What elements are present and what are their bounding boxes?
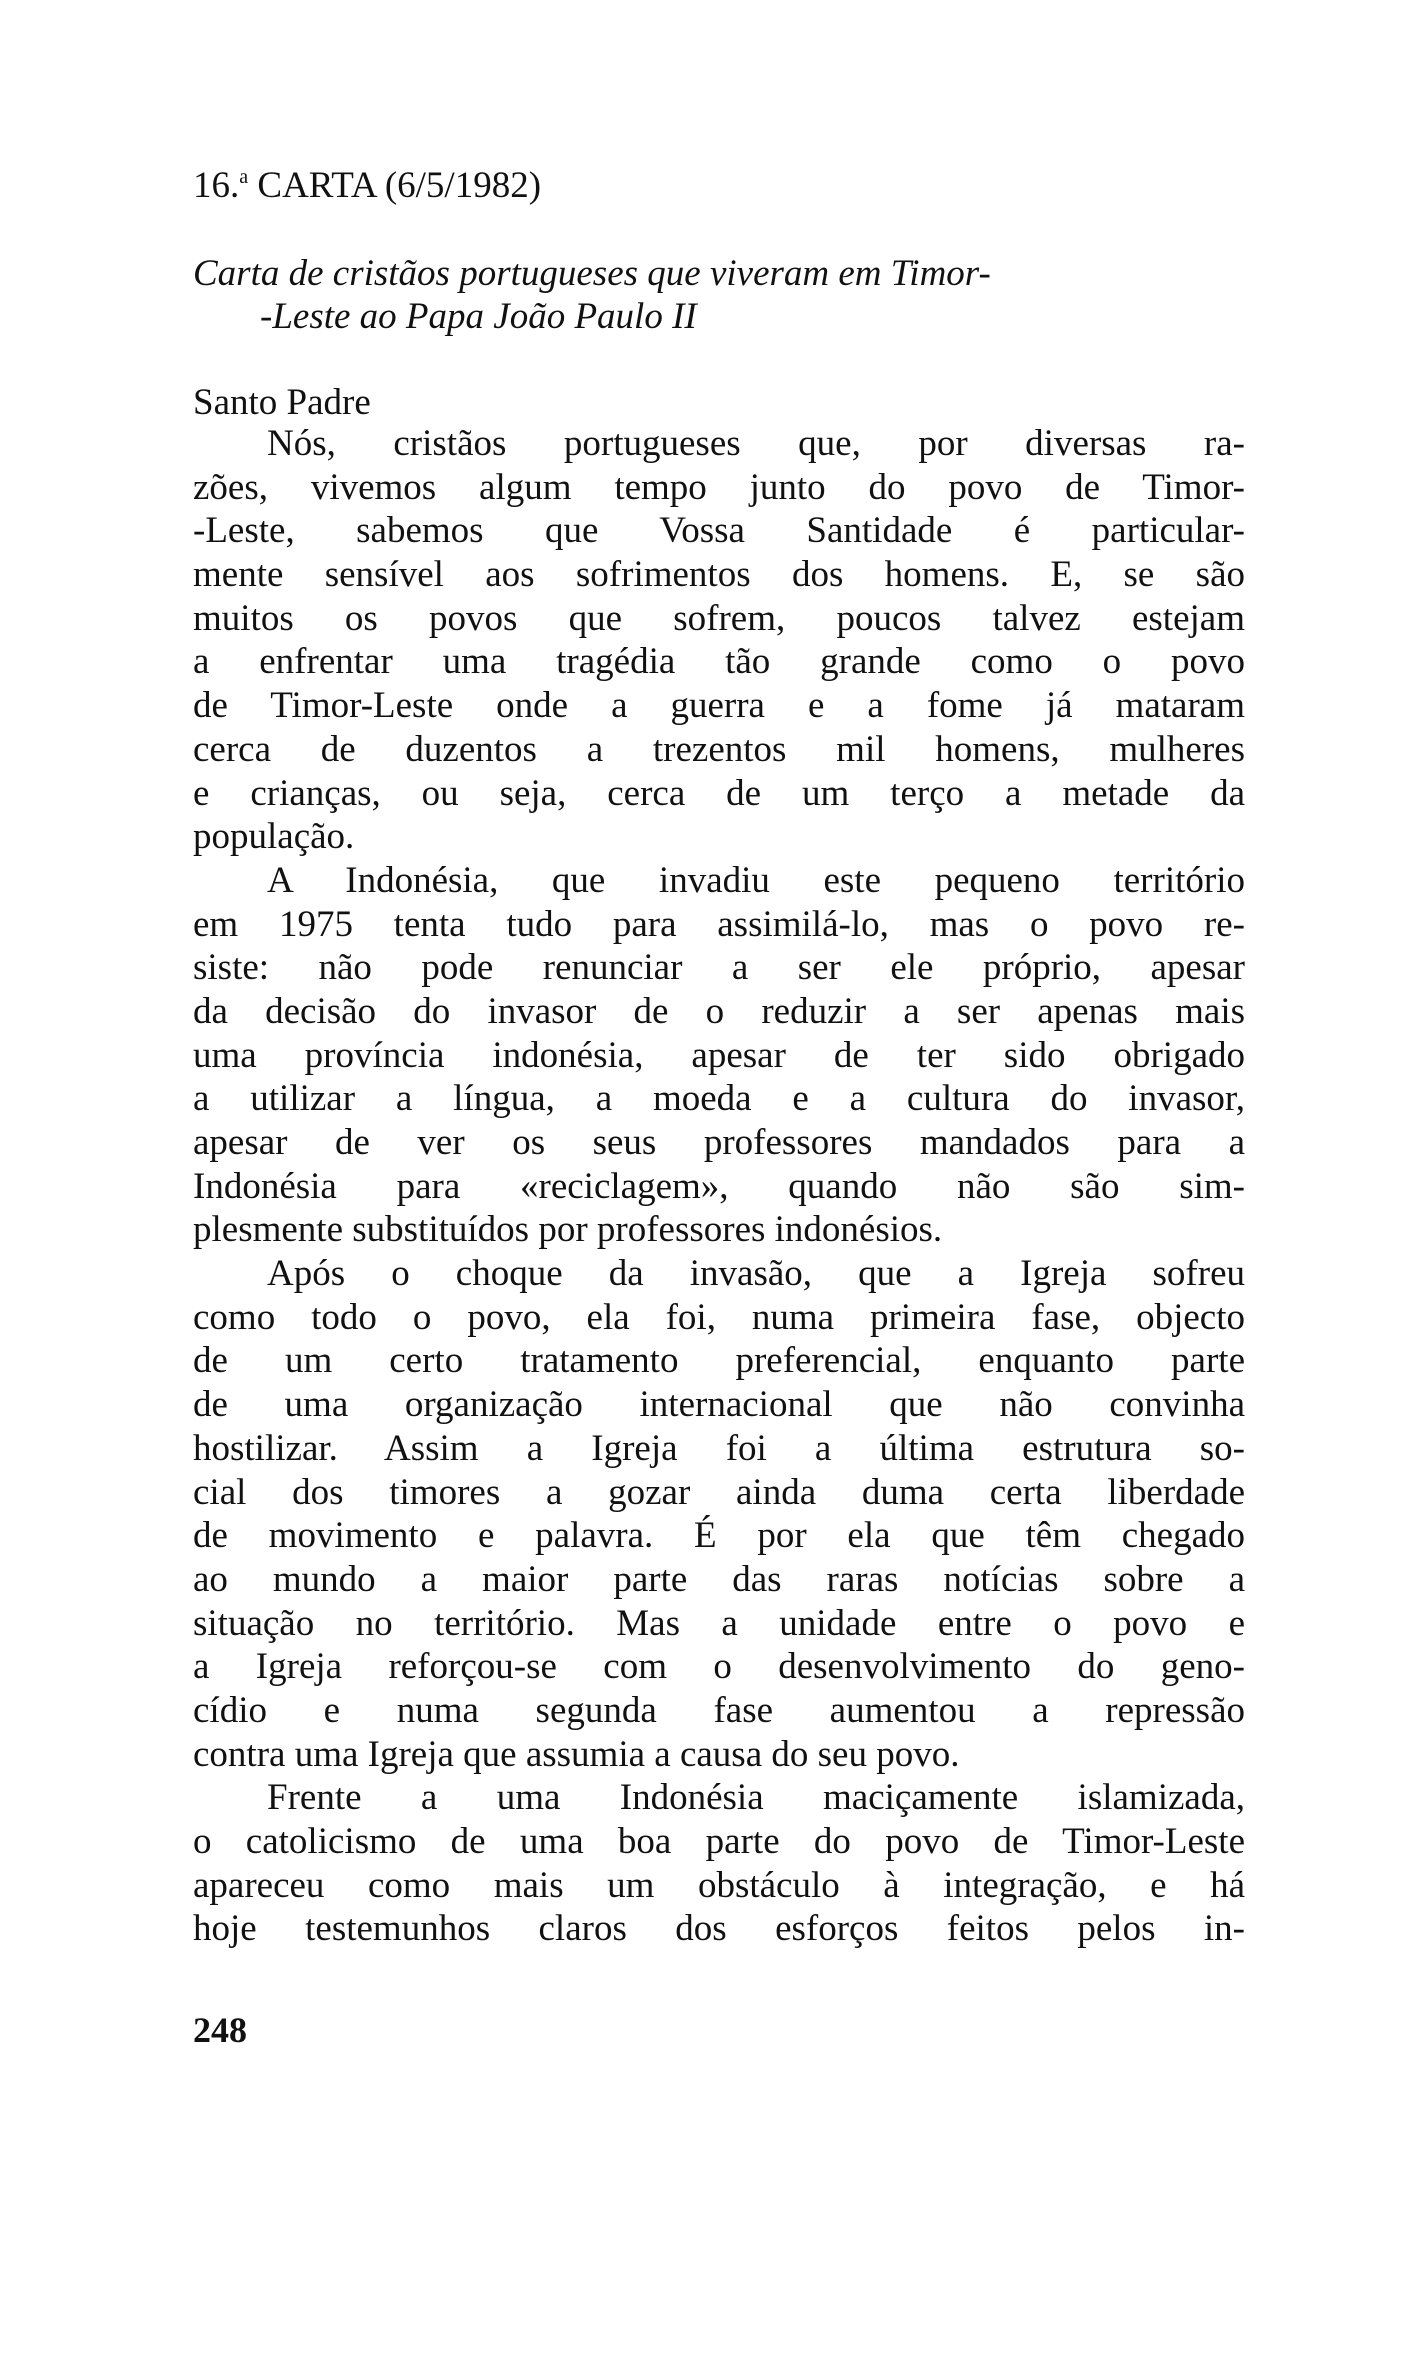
text-line: Após o choque da invasão, que a Igreja sofreu [267, 1253, 1245, 1295]
paragraph [193, 1252, 1245, 1776]
letter-subtitle [193, 252, 1245, 338]
subtitle-line: Carta de cristãos portugueses que viveram em Timor- [193, 253, 991, 294]
text-line: Nós, cristãos portugueses que, por diversas ra- [267, 423, 1245, 464]
paragraph [193, 422, 1245, 859]
text-line: a enfrentar uma tragédia tão grande como o povo [193, 641, 1245, 683]
text-line: siste: não pode renunciar a ser ele próprio, apesar [193, 947, 1245, 989]
text-line: -Leste, sabemos que Vossa Santidade é particular- [193, 510, 1245, 552]
text-line: de um certo tratamento preferencial, enquanto parte [193, 1340, 1245, 1382]
ordinal-mark: a [239, 166, 249, 188]
text-line: cerca de duzentos a trezentos mil homens, mulheres [193, 728, 1245, 770]
page-number: 248 [193, 2010, 247, 2050]
text-line: de uma organização internacional que não convinha [193, 1384, 1245, 1426]
text-line: situação no território. Mas a unidade entre o povo e [193, 1602, 1245, 1644]
salutation: Santo Padre [193, 382, 371, 423]
text-line: plesmente substituídos por professores indonésios. [193, 1209, 943, 1251]
letter-title: CARTA (6/5/1982) [248, 165, 542, 206]
text-line: A Indonésia, que invadiu este pequeno território [267, 859, 1245, 901]
letter-number: 16. [193, 165, 240, 206]
text-line: a utilizar a língua, a moeda e a cultura do invasor, [193, 1078, 1245, 1120]
paragraph [193, 1776, 1245, 1951]
text-line: contra uma Igreja que assumia a causa do seu povo. [193, 1733, 960, 1775]
text-line: apesar de ver os seus professores mandados para a [193, 1122, 1245, 1163]
text-line: população. [193, 816, 355, 858]
text-line: cial dos timores a gozar ainda duma certa liberdade [193, 1471, 1245, 1513]
text-line: muitos os povos que sofrem, poucos talvez estejam [193, 597, 1245, 639]
text-line: hoje testemunhos claros dos esforços feitos pelos in- [193, 1908, 1245, 1950]
text-line: da decisão do invasor de o reduzir a ser apenas mais [193, 990, 1245, 1032]
text-line: cídio e numa segunda fase aumentou a repressão [193, 1689, 1245, 1731]
text-line: mente sensível aos sofrimentos dos homens. E, se são [193, 554, 1245, 596]
text-line: o catolicismo de uma boa parte do povo de Timor-Leste [193, 1821, 1245, 1862]
letter-heading [193, 155, 1245, 208]
subtitle-line: -Leste ao Papa João Paulo II [260, 296, 697, 337]
text-line: a Igreja reforçou-se com o desenvolvimento do geno- [193, 1646, 1245, 1688]
text-line: e crianças, ou seja, cerca de um terço a metade da [193, 772, 1245, 814]
letter-body [193, 422, 1245, 1951]
text-line: em 1975 tenta tudo para assimilá-lo, mas o povo re- [193, 903, 1245, 945]
text-line: apareceu como mais um obstáculo à integração, e há [193, 1864, 1245, 1906]
text-line: hostilizar. Assim a Igreja foi a última estrutura so- [193, 1427, 1245, 1469]
text-line: Indonésia para «reciclagem», quando não são sim- [193, 1165, 1245, 1207]
text-line: uma província indonésia, apesar de ter sido obrigado [193, 1034, 1245, 1076]
text-line: ao mundo a maior parte das raras notícias sobre a [193, 1558, 1245, 1600]
text-line: de movimento e palavra. É por ela que têm chegado [193, 1515, 1245, 1557]
text-line: Frente a uma Indonésia maciçamente islamizada, [267, 1777, 1245, 1819]
text-line: como todo o povo, ela foi, numa primeira fase, objecto [193, 1296, 1245, 1338]
text-line: zões, vivemos algum tempo junto do povo de Timor- [193, 466, 1245, 508]
text-line: de Timor-Leste onde a guerra e a fome já mataram [193, 685, 1245, 727]
paragraph [193, 859, 1245, 1252]
